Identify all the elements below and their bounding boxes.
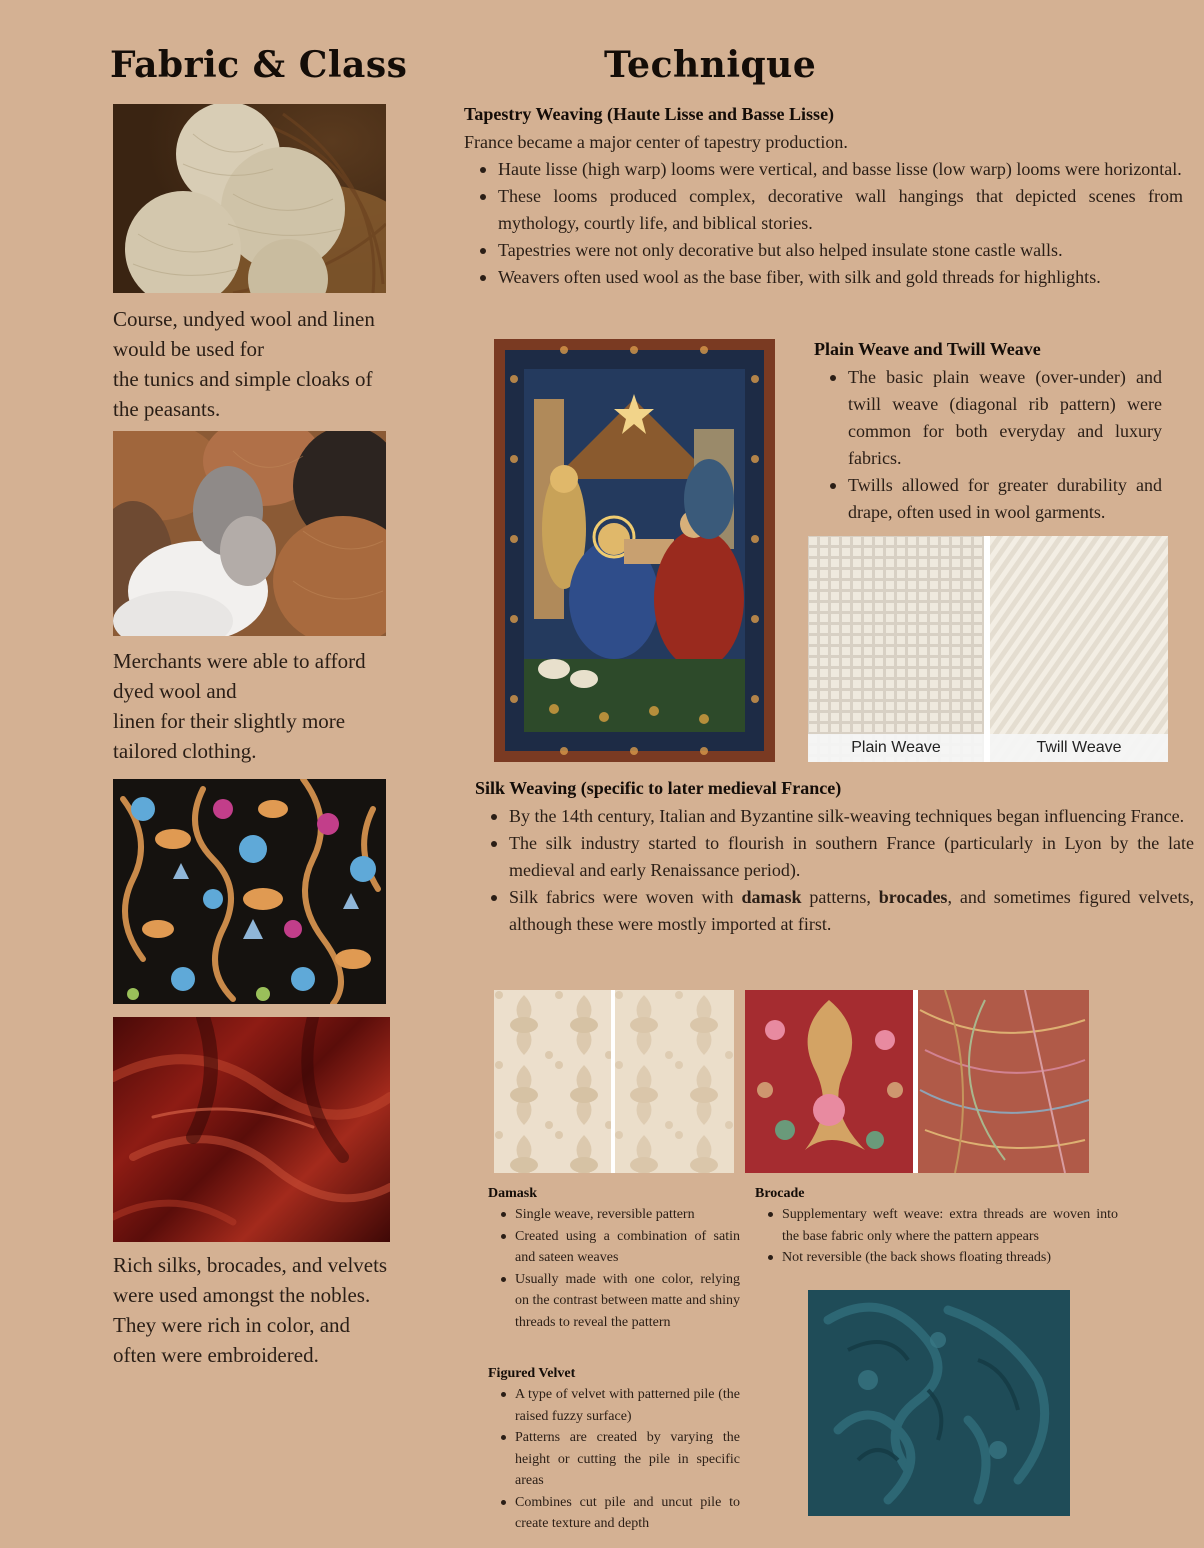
list-item: Patterns are created by varying the height or cutting the pile in specific areas — [488, 1427, 740, 1492]
heading-technique: Technique — [604, 44, 817, 86]
list-item: Usually made with one color, relying on the contrast between matte and shiny threads to reveal the pattern — [488, 1269, 740, 1334]
plain-twill-weave-image — [808, 536, 1168, 762]
text-run: patterns, — [801, 887, 879, 907]
list-item: A type of velvet with patterned pile (the raised fuzzy surface) — [488, 1384, 740, 1427]
damask-title: Damask — [488, 1186, 538, 1201]
text-run: Silk fabrics were woven with — [509, 887, 742, 907]
plain-twill-title: Plain Weave and Twill Weave — [814, 339, 1041, 359]
caption-line: Merchants were able to afford — [113, 649, 366, 673]
caption-line: often were embroidered. — [113, 1343, 319, 1367]
figured-velvet-bullets — [488, 1384, 740, 1535]
brocade-title: Brocade — [755, 1186, 805, 1201]
heading-fabric-class: Fabric & Class — [110, 44, 408, 86]
nobles-caption — [113, 1250, 391, 1370]
caption-line: would be used for — [113, 337, 265, 361]
tapestry-intro: France became a major center of tapestry production. — [464, 132, 848, 152]
silk-weaving-bullets — [475, 803, 1194, 938]
caption-line: were used amongst the nobles. — [113, 1283, 371, 1307]
list-item: The basic plain weave (over-under) and twill weave (diagonal rib pattern) were common for both everyday and luxury fabrics. — [814, 364, 1162, 472]
tapestry-weaving-title: Tapestry Weaving (Haute Lisse and Basse Lisse) — [464, 104, 835, 124]
damask-bullets — [488, 1204, 740, 1333]
caption-line: the peasants. — [113, 397, 221, 421]
red-velvet-fabric-image — [113, 1017, 390, 1242]
text-run: , and sometimes figured velvets, although these were mostly imported at first. — [509, 887, 1194, 934]
wool-yarn-basket-image — [113, 104, 386, 293]
list-item — [475, 884, 1194, 938]
brocades-emphasis: brocades — [878, 887, 948, 907]
figured-velvet-title: Figured Velvet — [488, 1366, 576, 1381]
caption-line: the tunics and simple cloaks of — [113, 367, 373, 391]
list-item: The silk industry started to flourish in southern France (particularly in Lyon by the late medieval and early Renaissance period). — [475, 830, 1194, 884]
nativity-tapestry-image — [494, 339, 775, 762]
list-item: Supplementary weft weave: extra threads are woven into the base fabric only where the pattern appears — [755, 1204, 1118, 1247]
brocade-fabric-image — [745, 990, 1089, 1173]
caption-line: They were rich in color, and — [113, 1313, 351, 1337]
list-item: Created using a combination of satin and sateen weaves — [488, 1226, 740, 1269]
dyed-wool-fibers-image — [113, 431, 386, 636]
caption-line: tailored clothing. — [113, 739, 257, 763]
plain-weave-label: Plain Weave — [808, 734, 984, 762]
caption-line: dyed wool and — [113, 679, 237, 703]
damask-fabric-image — [494, 990, 734, 1173]
silk-weaving-title: Silk Weaving (specific to later medieval France) — [475, 778, 842, 798]
caption-line: linen for their slightly more — [113, 709, 346, 733]
damask-emphasis: damask — [741, 887, 802, 907]
caption-line: Rich silks, brocades, and velvets — [113, 1253, 388, 1277]
caption-line: Course, undyed wool and linen — [113, 307, 375, 331]
list-item: By the 14th century, Italian and Byzantine silk-weaving techniques began influencing France. — [475, 803, 1194, 830]
floral-brocade-fabric-image — [113, 779, 386, 1004]
list-item: Haute lisse (high warp) looms were vertical, and basse lisse (low warp) looms were horizontal. — [464, 156, 1183, 183]
list-item: Tapestries were not only decorative but also helped insulate stone castle walls. — [464, 237, 1183, 264]
plain-twill-bullets — [814, 364, 1162, 526]
list-item: Twills allowed for greater durability and drape, often used in wool garments. — [814, 472, 1162, 526]
list-item: Combines cut pile and uncut pile to create texture and depth — [488, 1492, 740, 1535]
list-item: These looms produced complex, decorative wall hangings that depicted scenes from mythology, courtly life, and biblical stories. — [464, 183, 1183, 237]
brocade-bullets — [755, 1204, 1118, 1269]
list-item: Single weave, reversible pattern — [488, 1204, 740, 1226]
list-item: Not reversible (the back shows floating threads) — [755, 1247, 1118, 1269]
merchants-caption — [113, 646, 383, 766]
twill-weave-label: Twill Weave — [990, 734, 1168, 762]
figured-velvet-fabric-image — [808, 1290, 1070, 1516]
tapestry-bullets — [464, 156, 1183, 291]
peasants-caption — [113, 304, 389, 424]
list-item: Weavers often used wool as the base fiber, with silk and gold threads for highlights. — [464, 264, 1183, 291]
